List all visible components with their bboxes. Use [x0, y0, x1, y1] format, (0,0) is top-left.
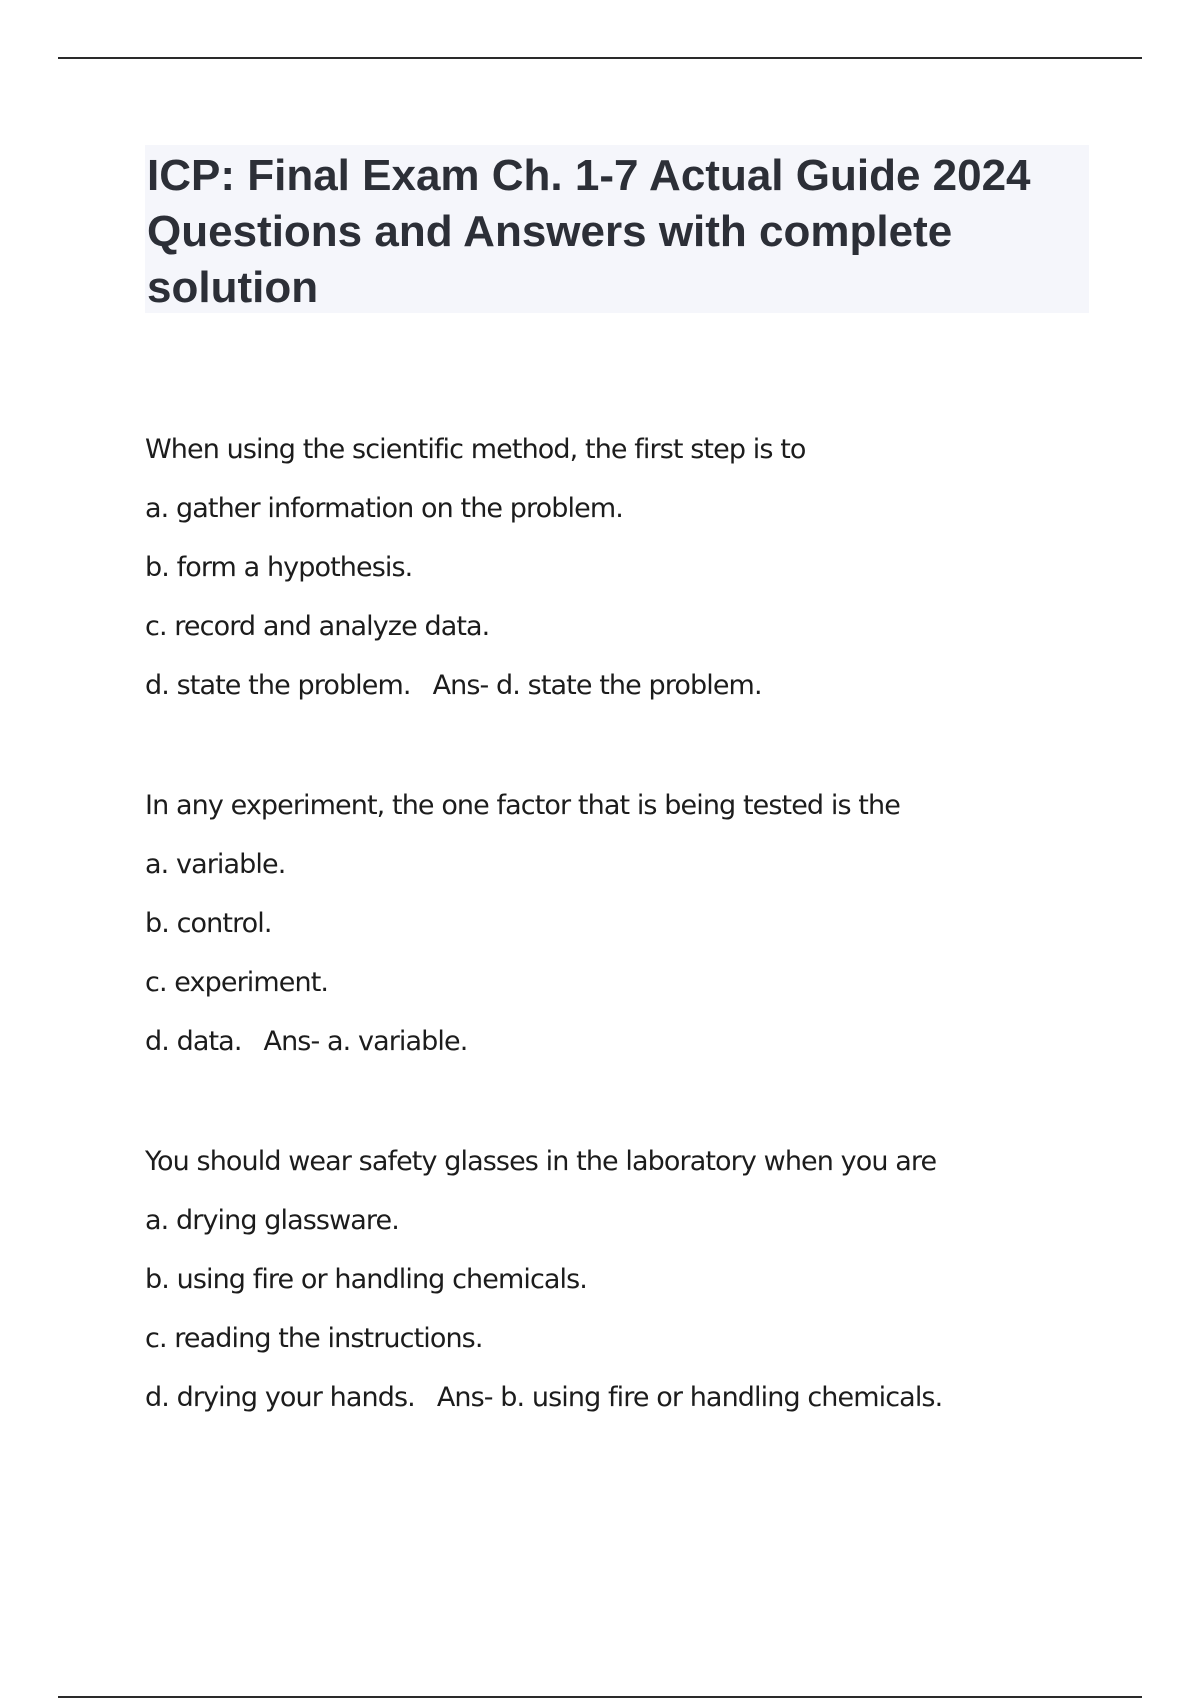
header-rule: [58, 57, 1142, 59]
question-prompt: In any experiment, the one factor that is being tested is the: [145, 790, 900, 821]
correct-answer: Ans- a. variable.: [263, 1026, 468, 1057]
question-block: [145, 776, 1145, 1071]
document-title: ICP: Final Exam Ch. 1-7 Actual Guide 2024 Questions and Answers with complete solution: [147, 151, 1031, 312]
answer-option: c. experiment.: [145, 967, 329, 998]
question-prompt: When using the scientific method, the first step is to: [145, 434, 806, 465]
answer-option: a. variable.: [145, 849, 286, 880]
answer-option: d. data.: [145, 1026, 242, 1057]
title-banner: [145, 145, 1089, 313]
answer-option: b. form a hypothesis.: [145, 552, 413, 583]
answer-option: a. gather information on the problem.: [145, 493, 623, 524]
question-block: [145, 420, 1145, 715]
answer-option: c. record and analyze data.: [145, 611, 490, 642]
correct-answer: Ans- b. using fire or handling chemicals.: [436, 1382, 943, 1413]
answer-option: d. drying your hands.: [145, 1382, 415, 1413]
answer-option-with-answer: [145, 1012, 1145, 1071]
answer-option: b. control.: [145, 908, 272, 939]
correct-answer: Ans- d. state the problem.: [432, 670, 762, 701]
answer-option-with-answer: [145, 1368, 1145, 1427]
footer-rule: [58, 1696, 1142, 1698]
question-block: [145, 1132, 1145, 1427]
answer-option-with-answer: [145, 656, 1145, 715]
question-prompt: You should wear safety glasses in the laboratory when you are: [145, 1146, 937, 1177]
answer-option: c. reading the instructions.: [145, 1323, 483, 1354]
answer-option: a. drying glassware.: [145, 1205, 399, 1236]
question-list: [145, 420, 1145, 1488]
answer-option: d. state the problem.: [145, 670, 411, 701]
answer-option: b. using fire or handling chemicals.: [145, 1264, 587, 1295]
